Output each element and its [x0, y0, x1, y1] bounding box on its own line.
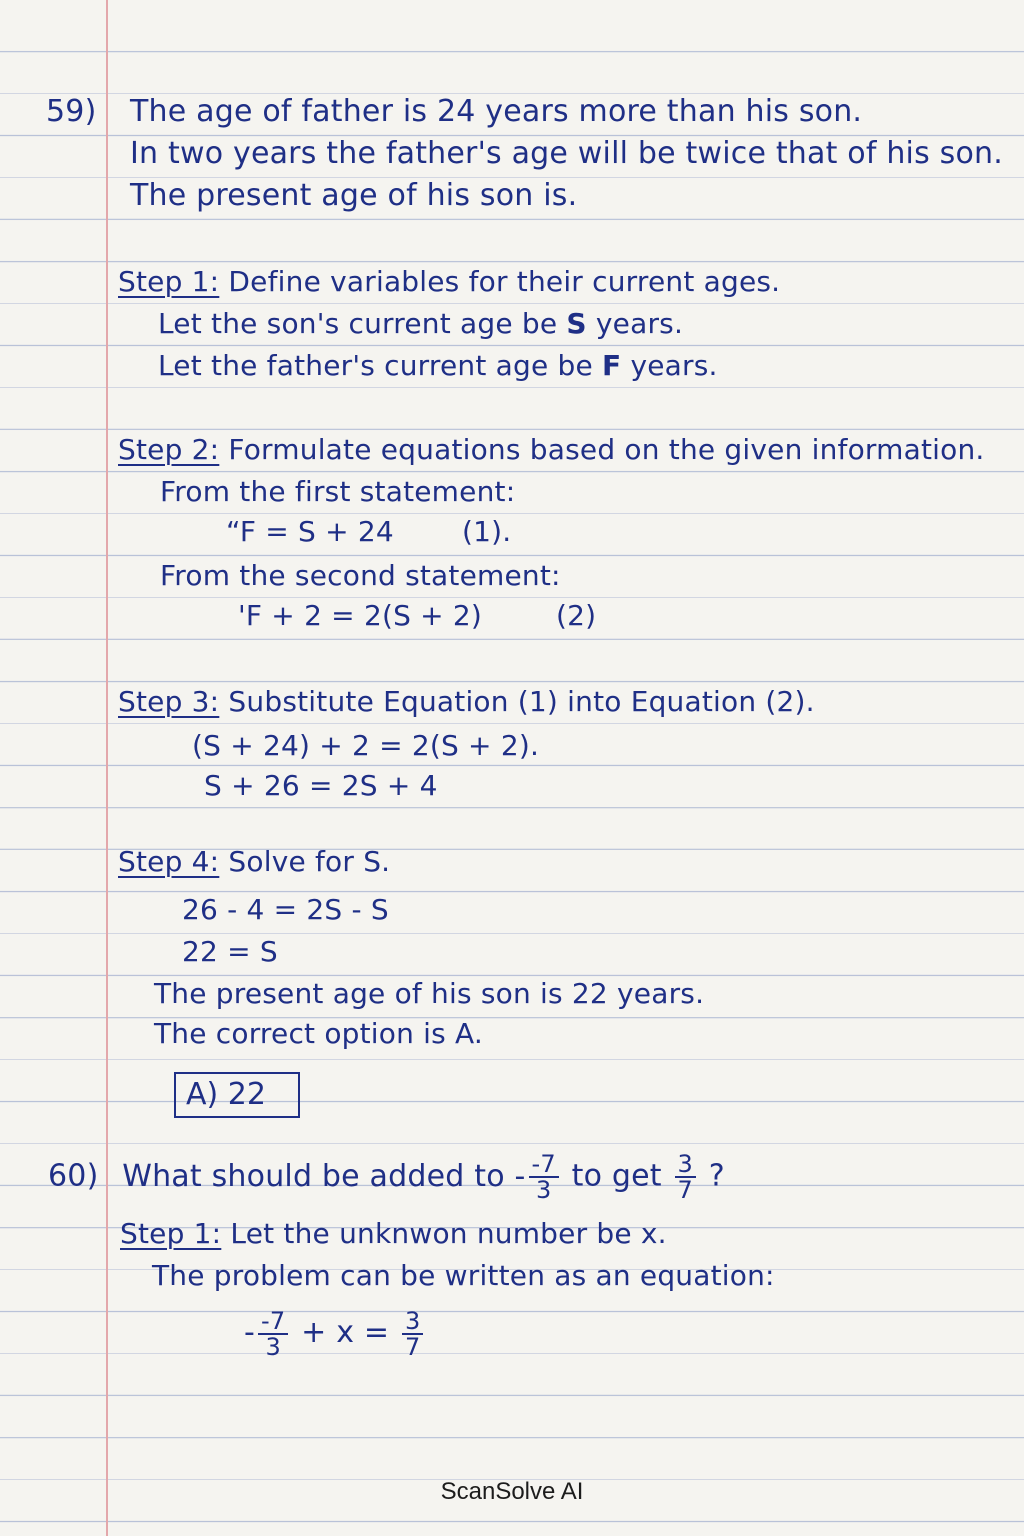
margin-line: [106, 0, 108, 1536]
fraction-denominator: 7: [677, 1176, 693, 1204]
text: years.: [630, 349, 718, 382]
fraction-neg-7-3: [258, 1306, 288, 1361]
q59-step-4-line-1: 26 - 4 = 2S - S: [182, 893, 389, 926]
step-text: Formulate equations based on the given information.: [228, 433, 985, 466]
fraction-neg-7-3: [529, 1152, 559, 1202]
question-59-line-2: In two years the father's age will be twice that of his son.: [130, 136, 1003, 171]
q59-step-2-heading: [118, 432, 985, 468]
question-mark: ?: [708, 1158, 725, 1194]
text: Let the son's current age be: [158, 307, 558, 340]
fraction-numerator: -7: [258, 1309, 288, 1335]
question-59-number: 59): [46, 94, 97, 129]
step-label: Step 1:: [118, 265, 220, 298]
fraction-denominator: 3: [265, 1332, 281, 1361]
q59-step-1-line-1: [158, 306, 683, 342]
q60-equation: [244, 1300, 426, 1366]
step-label: Step 3:: [118, 685, 220, 718]
fraction-denominator: 3: [535, 1176, 552, 1204]
q59-step-1-line-2: [158, 348, 718, 384]
q59-step-1-heading: [118, 264, 780, 300]
step-text: Solve for S.: [228, 845, 391, 878]
step-text: Substitute Equation (1) into Equation (2).: [228, 685, 815, 718]
fraction-numerator: -7: [529, 1152, 559, 1178]
q59-step-4-heading: [118, 844, 390, 880]
q60-step-1-line-1: The problem can be written as an equation:: [152, 1259, 775, 1292]
q59-step-4-line-4: The correct option is A.: [154, 1017, 483, 1050]
equation-text: + x =: [301, 1315, 390, 1350]
question-60-text: to get: [571, 1158, 662, 1194]
q59-equation-1-tag: (1).: [462, 515, 512, 548]
q59-step-3-line-1: (S + 24) + 2 = 2(S + 2).: [192, 729, 540, 762]
question-60-number: 60): [48, 1158, 99, 1194]
variable-f: F: [602, 349, 622, 382]
step-label: Step 1:: [120, 1217, 222, 1250]
fraction-3-7: [402, 1306, 423, 1361]
q59-equation-2: 'F + 2 = 2(S + 2): [238, 599, 483, 632]
q59-equation-2-tag: (2): [556, 599, 597, 632]
q59-equation-1: “F = S + 24: [226, 515, 394, 548]
q59-step-2-from-1: From the first statement:: [160, 475, 516, 508]
step-label: Step 4:: [118, 845, 220, 878]
text: Let the father's current age be: [158, 349, 593, 382]
fraction-numerator: 3: [675, 1152, 696, 1178]
footer-watermark: ScanSolve AI: [440, 1478, 584, 1505]
step-label: Step 2:: [118, 433, 220, 466]
question-60-text: What should be added to -: [122, 1158, 526, 1194]
q59-step-4-line-2: 22 = S: [182, 935, 278, 968]
q59-step-3-heading: [118, 684, 815, 720]
q59-step-4-line-3: The present age of his son is 22 years.: [154, 977, 705, 1010]
q59-step-2-from-2: From the second statement:: [160, 559, 561, 592]
minus-sign: -: [244, 1315, 256, 1350]
step-text: Define variables for their current ages.: [228, 265, 781, 298]
question-59-line-3: The present age of his son is.: [130, 178, 578, 213]
text: years.: [595, 307, 684, 340]
question-59-line-1: The age of father is 24 years more than his son.: [130, 94, 863, 129]
fraction-3-7: [675, 1152, 696, 1202]
q59-answer-box: A) 22: [174, 1072, 300, 1118]
variable-s: S: [566, 307, 587, 340]
fraction-numerator: 3: [402, 1309, 423, 1335]
q59-step-3-line-2: S + 26 = 2S + 4: [204, 769, 438, 802]
fraction-denominator: 7: [404, 1332, 421, 1361]
q60-step-1-heading: [120, 1216, 667, 1252]
question-60: [48, 1152, 725, 1202]
step-text: Let the unknwon number be x.: [230, 1217, 667, 1250]
